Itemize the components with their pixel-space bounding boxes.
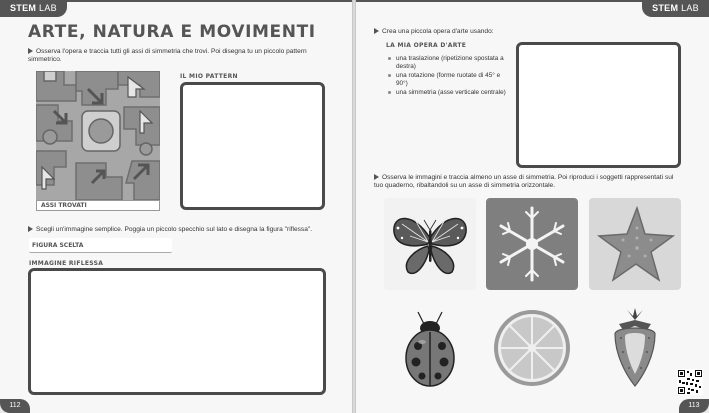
bullet-arrow-icon xyxy=(28,226,33,232)
brand-light: LAB xyxy=(39,3,57,13)
qr-code[interactable] xyxy=(677,369,703,395)
book-spine xyxy=(352,0,356,413)
bullet-dot-icon xyxy=(388,91,391,94)
bullet-arrow-icon xyxy=(374,28,379,34)
instruction-text: Osserva le immagini e traccia almeno un asse di simmetria. Poi riproduci i soggetti rappresentati sul tuo quaderno, ribaltandoli su un asse di simmetria orizzontale. xyxy=(374,174,674,190)
page-number-left: 112 xyxy=(0,399,30,413)
ladybug-icon xyxy=(384,302,476,394)
starfish-image xyxy=(589,198,681,290)
list-item: una simmetria (asse verticale centrale) xyxy=(386,89,506,97)
page-number-right: 113 xyxy=(679,399,709,413)
axes-found-label: ASSI TROVATI xyxy=(41,202,87,209)
chosen-figure-field[interactable] xyxy=(29,238,172,253)
reflected-image-drawing-area[interactable] xyxy=(28,268,326,395)
instruction-symmetry xyxy=(28,48,328,65)
tessellation-art xyxy=(36,71,160,200)
ladybug-image xyxy=(384,302,476,394)
orange-slice-icon xyxy=(486,302,578,394)
techniques-list xyxy=(386,55,506,98)
brand-light: LAB xyxy=(681,3,699,13)
strawberry-image xyxy=(589,302,681,394)
stem-lab-tab-left xyxy=(0,0,67,17)
butterfly-icon xyxy=(384,198,476,290)
starfish-icon xyxy=(589,198,681,290)
instruction-text: Scegli un'immagine semplice. Poggia un piccolo specchio sul lato e disegna la figura "riflessa". xyxy=(36,226,313,233)
brand-bold: STEM xyxy=(652,3,679,13)
instruction-mirror xyxy=(28,226,328,234)
orange-slice-image xyxy=(486,302,578,394)
stem-lab-tab-right xyxy=(642,0,709,17)
artwork-image xyxy=(36,71,160,200)
instruction-create-art xyxy=(374,28,514,36)
brand-bold: STEM xyxy=(10,3,37,13)
page-title: ARTE, NATURA E MOVIMENTI xyxy=(28,22,316,42)
my-pattern-label: IL MIO PATTERN xyxy=(180,73,238,80)
instruction-text: Osserva l'opera e traccia tutti gli assi di simmetria che trovi. Poi disegna tu un piccolo pattern simmetrico. xyxy=(28,48,307,64)
snowflake-icon xyxy=(486,198,578,290)
strawberry-icon xyxy=(589,302,681,394)
list-item: una rotazione (forme ruotate di 45° e 90°) xyxy=(386,72,506,88)
bullet-dot-icon xyxy=(388,57,391,60)
axes-found-caption xyxy=(36,200,160,211)
qr-code-icon xyxy=(677,369,703,395)
instruction-observe-images xyxy=(374,174,684,191)
list-item: una traslazione (ripetizione spostata a destra) xyxy=(386,55,506,71)
bullet-dot-icon xyxy=(388,74,391,77)
instruction-text: Crea una piccola opera d'arte usando: xyxy=(382,28,494,35)
bullet-arrow-icon xyxy=(28,48,33,54)
reflected-image-label: IMMAGINE RIFLESSA xyxy=(29,260,104,267)
chosen-figure-label: FIGURA SCELTA xyxy=(32,242,84,249)
bullet-arrow-icon xyxy=(374,174,379,180)
my-pattern-drawing-area[interactable] xyxy=(180,82,325,210)
butterfly-image xyxy=(384,198,476,290)
snowflake-image xyxy=(486,198,578,290)
my-artwork-label: LA MIA OPERA D'ARTE xyxy=(386,42,467,49)
my-artwork-drawing-area[interactable] xyxy=(516,42,681,168)
